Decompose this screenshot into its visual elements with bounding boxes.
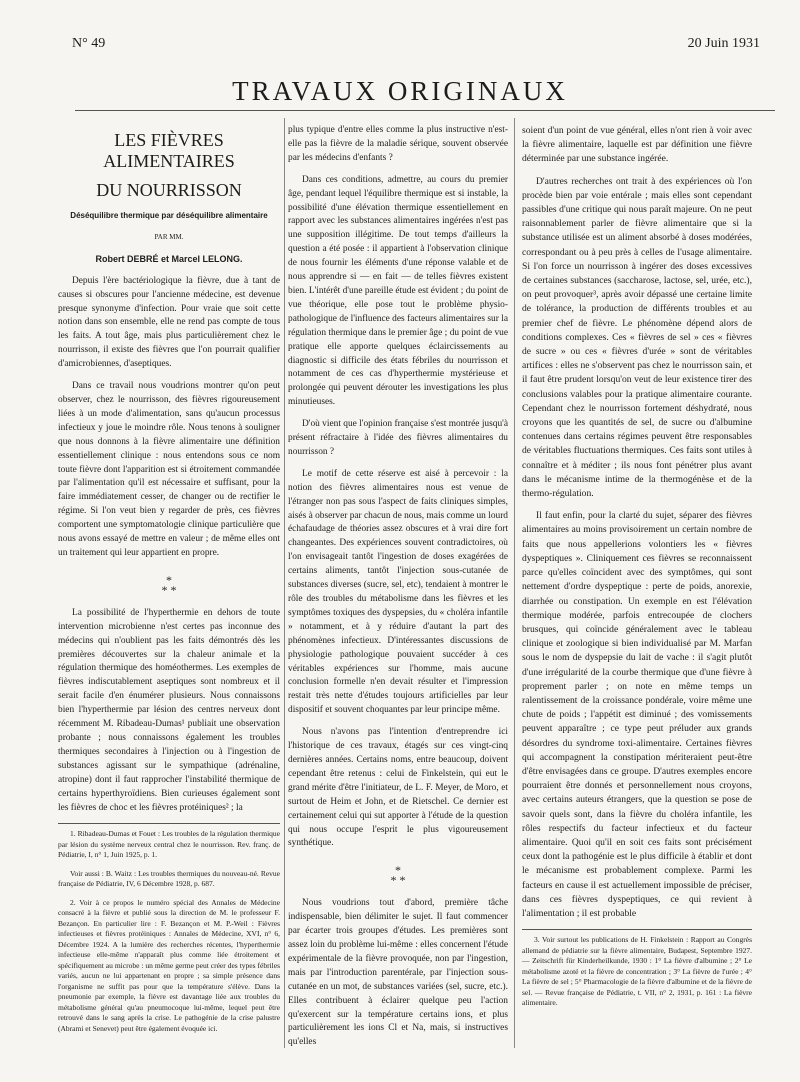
paragraph: soient d'un point de vue général, elles n'ont rien à voir avec la fièvre alimentaire, laquelle est par définition une fièvre déterminée par une substance ingérée. — [522, 125, 752, 165]
paragraph: Le motif de cette réserve est aisé à percevoir : la notion des fièvres alimentaires nous est venue de l'étranger non pas sous l'aspect de faits cliniques simples, aisés à observer par chacun de nous, mais comme un lourd échafaudage de théories assez obscures et à vrai dire fort changeantes. Des expériences souvent contradictoires, où l'on envisageait tantôt l'ingestion de doses exagérées de certains aliments, tantôt l'injection sous-cutanée de substances diverses (sucre, sel, etc), tendaient à montrer le rôle des troubles du métabolisme dans les fièvres et les symptômes toxiques des dyspepsies, du « choléra infantile » notamment, et à y réduire d'autant la part des phénomènes infectieux. D'intéressantes discussions de physiologie pathologique pouvaient succéder à ces véritables expériences sur l'homme, mais aucune conclusion formelle n'en devait résulter et l'impression restait très nette d'études toujours artificielles par leur dispositif et souvent choquantes par leur principe même. — [288, 468, 508, 716]
section-title: TRAVAUX ORIGINAUX — [232, 76, 568, 106]
paragraph: Dans ces conditions, admettre, au cours du premier âge, pendant lequel l'équilibre thermique est si instable, la possibilité d'une élévation thermique essentiellement en rapport avec les substances alimentaires ingérées n'est pas une supposition illégitime. De tout temps d'ailleurs la question a été posée : il appartient à l'observation clinique de nous fournir les éléments d'une réponse valable et de nous apprendre si — en fait — de telles fièvres existent bien. L'intérêt d'une pareille étude est évident ; du point de vue théorique, elle pose tout le problème physio-pathologique de l'influence des facteurs alimentaires sur la régulation thermique dans le premier âge ; du point de vue pratique elle apporte quelques éclaircissements au diagnostic si difficile des états fébriles du nourrisson et notamment de ces cas d'hyperthermie mystérieuse et prolongée qui peuvent dérouter les investigations les plus minutieuses. — [288, 174, 508, 408]
paragraph: Dans ce travail nous voudrions montrer qu'on peut observer, chez le nourrisson, des fièvres rigoureusement liées à un mode d'alimentation, sans qu'aucun processus infectieux y joue le moindre rôle. Nous tenons à souligner que nous donnons à la fièvre alimentaire une définition essentiellement clinique : nous entendons sous ce nom toute fièvre dont l'apparition est si étroitement commandée par l'alimentation qu'il est nécessaire et suffisant, pour la faire immédiatement cesser, de changer ou de rectifier le régime. Si l'on veut bien y regarder de près, ces fièvres comportent une symptomatologie clinique particulière que nous avons essayé de mettre en valeur ; de même elles ont un traitement qui leur appartient en propre. — [58, 381, 280, 558]
footnote-1: 1. Ribadeau-Dumas et Fouet : Les troubles de la régulation thermique par lésion du système nerveux central chez le nourrisson. Rev. franç. de Pédiatrie, I, n° 1, Juin 1925, p. 1. — [58, 829, 280, 860]
paragraph: Nous voudrions tout d'abord, première tâche indispensable, bien délimiter le sujet. Il faut commencer par écarter trois groupes d'études. Les premières sont assez loin du problème lui-même : elles concernent l'étude expérimentale de la fièvre provoquée, non par l'ingestion, mais par l'introduction parentérale, par l'injection sous-cutanée en un mot, de substances variées (sel, sucre, etc.). Elles contribuent à éclairer quelque peu l'action qu'exercent sur la température certains ions, et plus particulièrement les ions Cl et Na, mais, si instructives qu'elles — [288, 898, 508, 1048]
article-title-line1: LES FIÈVRES ALIMENTAIRES — [103, 130, 235, 171]
column-divider-2 — [514, 118, 515, 1048]
column-3 — [522, 124, 752, 1012]
article-authors: Robert DEBRÉ et Marcel LELONG. — [95, 253, 243, 264]
paragraph: La possibilité de l'hyperthermie en dehors de toute intervention microbienne n'est certes pas inconnue des médecins qui n'oublient pas les faits démontrés dès les premières découvertes sur la chaleur animale et la régulation thermique des homéothermes. Les exemples de fièvres indiscutablement aseptiques sont nombreux et il serait facile d'en énumérer plusieurs. Nous connaissons bien l'hyperthermie par lésion des centres nerveux dont récemment M. Ribadeau-Dumas¹ publiait une observation probante ; nous connaissons également les troubles thermiques secondaires à l'injection ou à l'ingestion de substances agissant sur le sympathique (adrénaline, atropine) dont il faut rapprocher l'instabilité thermique de certains hyperthyroïdiens. Bien curieuses également sont les fièvres de choc et les fièvres protéiniques² ; la — [58, 607, 280, 813]
paragraph: plus typique d'entre elles comme la plus instructive n'est-elle pas la fièvre de la maladie sérique, souvent observée par les médecins d'enfants ? — [288, 125, 508, 163]
article-subtitle: Déséquilibre thermique par déséquilibre alimentaire — [70, 211, 268, 220]
issue-number: N° 49 — [72, 36, 106, 51]
column-2 — [288, 124, 508, 1050]
footnotes — [58, 823, 280, 1034]
paragraph: D'où vient que l'opinion française s'est montrée jusqu'à présent réfractaire à l'idée des fièvres alimentaires du nourrisson ? — [288, 419, 508, 457]
article-title-line2: DU NOURRISSON — [96, 180, 242, 200]
section-stars: * * * — [390, 863, 406, 888]
footnote-2: 2. Voir à ce propos le numéro spécial des Annales de Médecine consacré à la fièvre et publié sous la direction de M. le professeur F. Bezançon. En particulier lire : F. Bezançon et M. P.-Weil : Fièvres infectieuses et fièvres protéiniques : Annales de Médecine, XVI, n° 6, Décembre 1924. A la lumière des recherches récentes, l'hyperthermie infectieuse elle-même n'apparaît plus comme liée étroitement et spécifiquement au microbe : un même germe peut créer des types fébriles variés, aucun ne lui appartenant en propre ; sa simple présence dans l'organisme ne suffit pas pour que la température s'élève. Dans la pneumonie par exemple, la fièvre est davantage liée aux troubles du métabolisme général qu'au pneumocoque lui-même, lequel peut être retrouvé dans le sang après la crise. Le pathogénie de la crise palustre (Abrami et Senevet) peut être également évoquée ici. — [58, 897, 280, 1033]
paragraph: Nous n'avons pas l'intention d'entreprendre ici l'historique de ces travaux, étagés sur ces vingt-cinq dernières années. Certains noms, entre beaucoup, doivent cependant être retenus : celui de Finkelstein, qui eut le grand mérite d'être l'initiateur, de L. F. Meyer, de Moro, et surtout de Heim et John, et de Rietschel. Ce dernier est certainement celui qui sut apporter à l'étude de la question qui nous occupe l'esprit le plus vigoureusement synthétique. — [288, 727, 508, 849]
column-1 — [58, 130, 280, 1037]
footnote-1b: Voir aussi : B. Waitz : Les troubles thermiques du nouveau-né. Revue française de Pédiatrie, IV, 6 Décembre 1928, p. 687. — [58, 868, 280, 889]
section-rule — [75, 110, 775, 111]
article-par: PAR MM. — [154, 232, 184, 241]
issue-date: 20 Juin 1931 — [687, 36, 760, 51]
paragraph: Depuis l'ère bactériologique la fièvre, due à tant de causes si obscures pour l'ancienne médecine, est devenue presque synonyme d'infection. Pour vraie que soit cette notion dans son ensemble, elle ne rend pas compte de tous les faits. A tout âge, mais plus particulièrement chez le nourrisson, il existe des fièvres que l'on pourrait qualifier d'amicrobiennes, d'aseptiques. — [58, 275, 280, 370]
paragraph: Il faut enfin, pour la clarté du sujet, séparer des fièvres alimentaires au moins provisoirement un certain nombre de faits que nous appellerions volontiers les « fièvres dyspeptiques ». Cliniquement ces fièvres se reconnaissent parce qu'elles coïncident avec des symptômes, qui sont nettement d'ordre dyspeptique : perte de poids, anorexie, diarrhée ou constipation. Un exemple en est l'élévation thermique modérée, parfois entrecoupée de clochers brusques, qui coïncide généralement avec le tableau clinique et zoologique si bien individualisé par M. Marfan sous le nom de dyspepsie du lait de vache : il s'agit plutôt d'une irrégularité de la courbe thermique que d'une fièvre à proprement parler ; on note en même temps un ralentissement de la croissance pondérale, voire même une chute de poids ; l'appétit est diminué ; des vomissements peuvent apparaître ; ce type peut préluder aux grands désordres du syndrome toxi-alimentaire. Certaines fièvres qui accompagnent la constipation mériteraient peut-être d'être envisagées dans ce groupe. D'autres exemples encore pourraient être donnés et personnellement nous croyons, avec certains auteurs étrangers, que la question se pose de savoir quels sont, dans la fièvre du choléra infantile, les rôles respectifs du facteur infectieux et du facteur alimentaire. Quoi qu'il en soit ces faits sont précisément ceux dont la pathogénie est le plus difficile à établir et dont le mécanisme est probablement complexe. Parmi les facteurs en cause il est actuellement impossible de préciser, dans ces fièvres dyspeptiques, ce qui revient à l'alimentation ; il est probable — [522, 510, 752, 919]
footnote-3: 3. Voir surtout les publications de H. Finkelstein : Rapport au Congrès allemand de pédiatrie sur la fièvre alimentaire, Budapest, Septembre 1927. — Zeitschrift für Kinderheilkunde, 1930 : 1° La fièvre d'albumine ; 2° Le métabolisme azoté et la fièvre de concentration ; 3° La fièvre de l'urée ; 4° La fièvre de sel ; 5° Pharmacologie de la fièvre d'albumine et de la fièvre de sel. — Revue française de Pédiatrie, t. VII, n° 2, 1931, p. 161 : La fièvre alimentaire. — [522, 935, 752, 1008]
paragraph: D'autres recherches ont trait à des expériences où l'on procède bien par voie entérale ; mais elles sont cependant passibles d'une critique qui nous paraît majeure. On ne peut raisonnablement parler de fièvre alimentaire que si la substance utilisée est un aliment absorbé à doses modérées, correspondant ou à peu près à celles de l'usage alimentaire. Si l'on force un nourrisson à ingérer des doses excessives de certaines substances (saccharose, lactose, sel, urée, etc.), on peut provoquer³, après avoir dépassé une certaine limite de tolérance, la production de différents troubles et au premier chef de fièvre. Le phénomène dépend alors de conditions complexes. Ces « fièvres de sel » ces « fièvres de sucre » ou ces « fièvres d'urée » sont de véritables artifices : elles ne s'observent pas chez le nourrisson sain, et il faut être prudent lorsqu'on veut de leur existence tirer des conclusions valables pour la pratique alimentaire courante. Cependant chez le nourrisson fortement déshydraté, nous croyons que les quantités de sel, de sucre ou d'albumine contenues dans certains régimes peuvent être responsables de véritables fluctuations thermiques. Ces faits sont utiles à connaître et à méditer ; ils nous font pénétrer plus avant dans le mécanisme intime de la thermogénèse et de la thermo-régulation. — [522, 175, 752, 500]
footnotes — [522, 929, 752, 1009]
column-divider-1 — [284, 118, 285, 1048]
section-stars: * * * — [161, 572, 177, 597]
